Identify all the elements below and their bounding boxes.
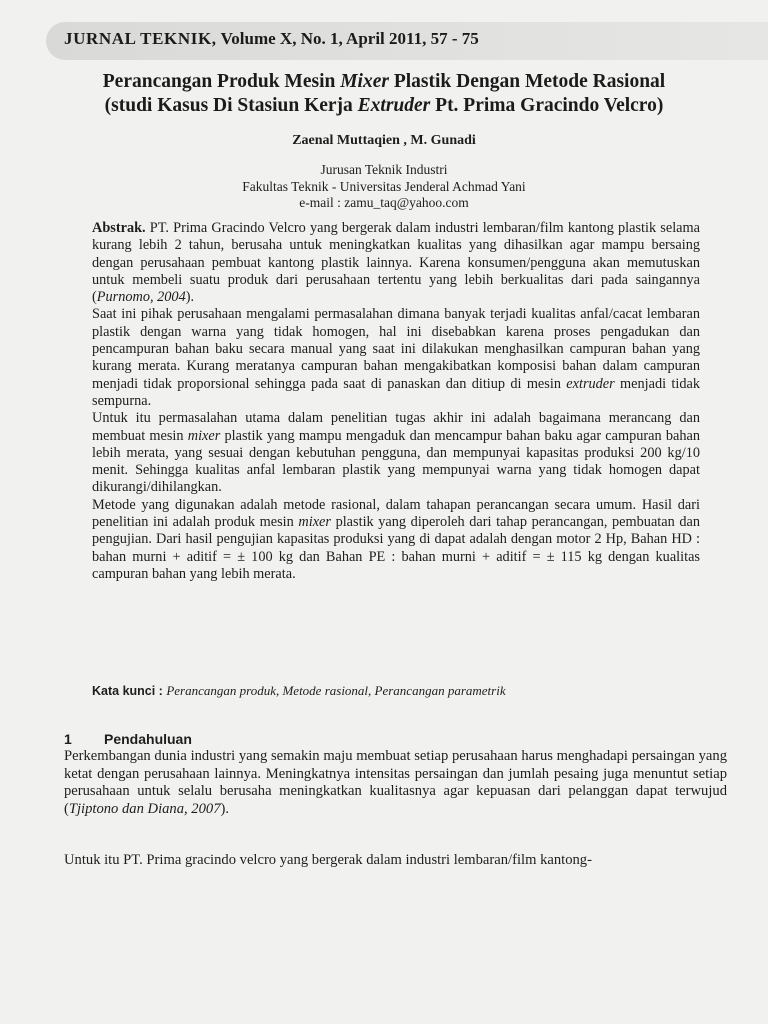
- body-paragraph-2: Untuk itu PT. Prima gracindo velcro yang bergerak dalam industri lembaran/film kantong-: [64, 852, 592, 868]
- journal-volume: Volume X, No. 1, April 2011, 57 - 75: [220, 29, 479, 48]
- affiliation: [0, 162, 768, 212]
- abstract-paragraph-1: Abstrak. PT. Prima Gracindo Velcro yang bergerak dalam industri lembaran/film kantong plastik selama kurang lebih 2 tahun, berusaha untuk meningkatkan kualitas yang dihasilkan agar mampu bersaing dengan perusahaan pembuat kantong plastik lainnya. Karena konsumen/pengguna akan memutuskan untuk membeli suatu produk dari perusahaan tertentu yang lebih berkualitas dari pada saingannya (Purnomo, 2004).: [92, 220, 700, 306]
- affiliation-email: e-mail : zamu_taq@yahoo.com: [299, 195, 469, 210]
- keywords-text: Perancangan produk, Metode rasional, Perancangan parametrik: [166, 683, 506, 698]
- affiliation-dept: Jurusan Teknik Industri: [320, 162, 448, 177]
- authors: Zaenal Muttaqien , M. Gunadi: [292, 133, 476, 148]
- journal-name: JURNAL TEKNIK,: [64, 29, 217, 48]
- affiliation-faculty: Fakultas Teknik - Universitas Jenderal Achmad Yani: [242, 178, 526, 194]
- abstract-paragraph-3: Untuk itu permasalahan utama dalam penelitian tugas akhir ini adalah bagaimana merancang dan membuat mesin mixer plastik yang mampu mengaduk dan mencampur bahan baku agar campuran bahan lebih merata, yang sesuai dengan kebutuhan pengguna, dan mempunyai kapasitas produksi 200 kg/10 menit. Sehingga kualitas anfal lembaran plastik yang mempunyai warna yang tidak homogen dapat dikurangi/dihilangkan.: [92, 410, 700, 496]
- journal-header: [64, 29, 479, 49]
- keywords: [92, 683, 712, 699]
- section-number: 1: [64, 731, 72, 747]
- section-title: Pendahuluan: [104, 731, 192, 747]
- citation: Purnomo, 2004: [96, 289, 186, 306]
- section-heading: [64, 731, 192, 747]
- title-line-2: (studi Kasus Di Stasiun Kerja Extruder Pt. Prima Gracindo Velcro): [104, 95, 664, 116]
- abstract-paragraph-4: Metode yang digunakan adalah metode rasional, dalam tahapan perancangan secara umum. Hasil dari penelitian ini adalah produk mesin mixer plastik yang diperoleh dari tahap perancangan, pembuatan dan pengujian. Dari hasil pengujian kapasitas produksi yang di dapat adalah dengan motor 2 Hp, Bahan HD : bahan murni + aditif = ± 100 kg dan Bahan PE : bahan murni + aditif = ± 115 kg dengan kualitas campuran bahan yang lebih merata.: [92, 496, 700, 582]
- title-line-1: Perancangan Produk Mesin Mixer Plastik Dengan Metode Rasional: [102, 71, 666, 92]
- citation: Tjiptono dan Diana, 2007: [68, 800, 221, 817]
- abstract-paragraph-2: Saat ini pihak perusahaan mengalami permasalahan dimana banyak terjadi kualitas anfal/cacat lembaran plastik dengan warna yang tidak homogen, hal ini disebabkan karena proses pengadukan dan pencampuran bahan baku secara manual yang saat ini dilakukan menghasilkan campuran bahan yang kurang merata. Kurang meratanya campuran bahan mengakibatkan komposisi bahan dalam campuran menjadi tidak proporsional sehingga pada saat di panaskan dan ditiup di mesin extruder menjadi tidak sempurna.: [92, 306, 700, 409]
- abstract-label: Abstrak.: [92, 220, 146, 236]
- paper-title: [0, 70, 768, 118]
- body-paragraph-1: Perkembangan dunia industri yang semakin maju membuat setiap perusahaan harus menghadapi persaingan yang ketat dengan perusahaan lainnya. Meningkatnya intensitas persaingan dan jumlah pesaing juga menuntut setiap perusahaan untuk selalu berusaha meningkatkan kualitasnya agar kepuasan dari pelanggan dapat terwujud (Tjiptono dan Diana, 2007).: [64, 748, 727, 817]
- keywords-label: Kata kunci :: [92, 684, 167, 698]
- abstract: [92, 220, 700, 583]
